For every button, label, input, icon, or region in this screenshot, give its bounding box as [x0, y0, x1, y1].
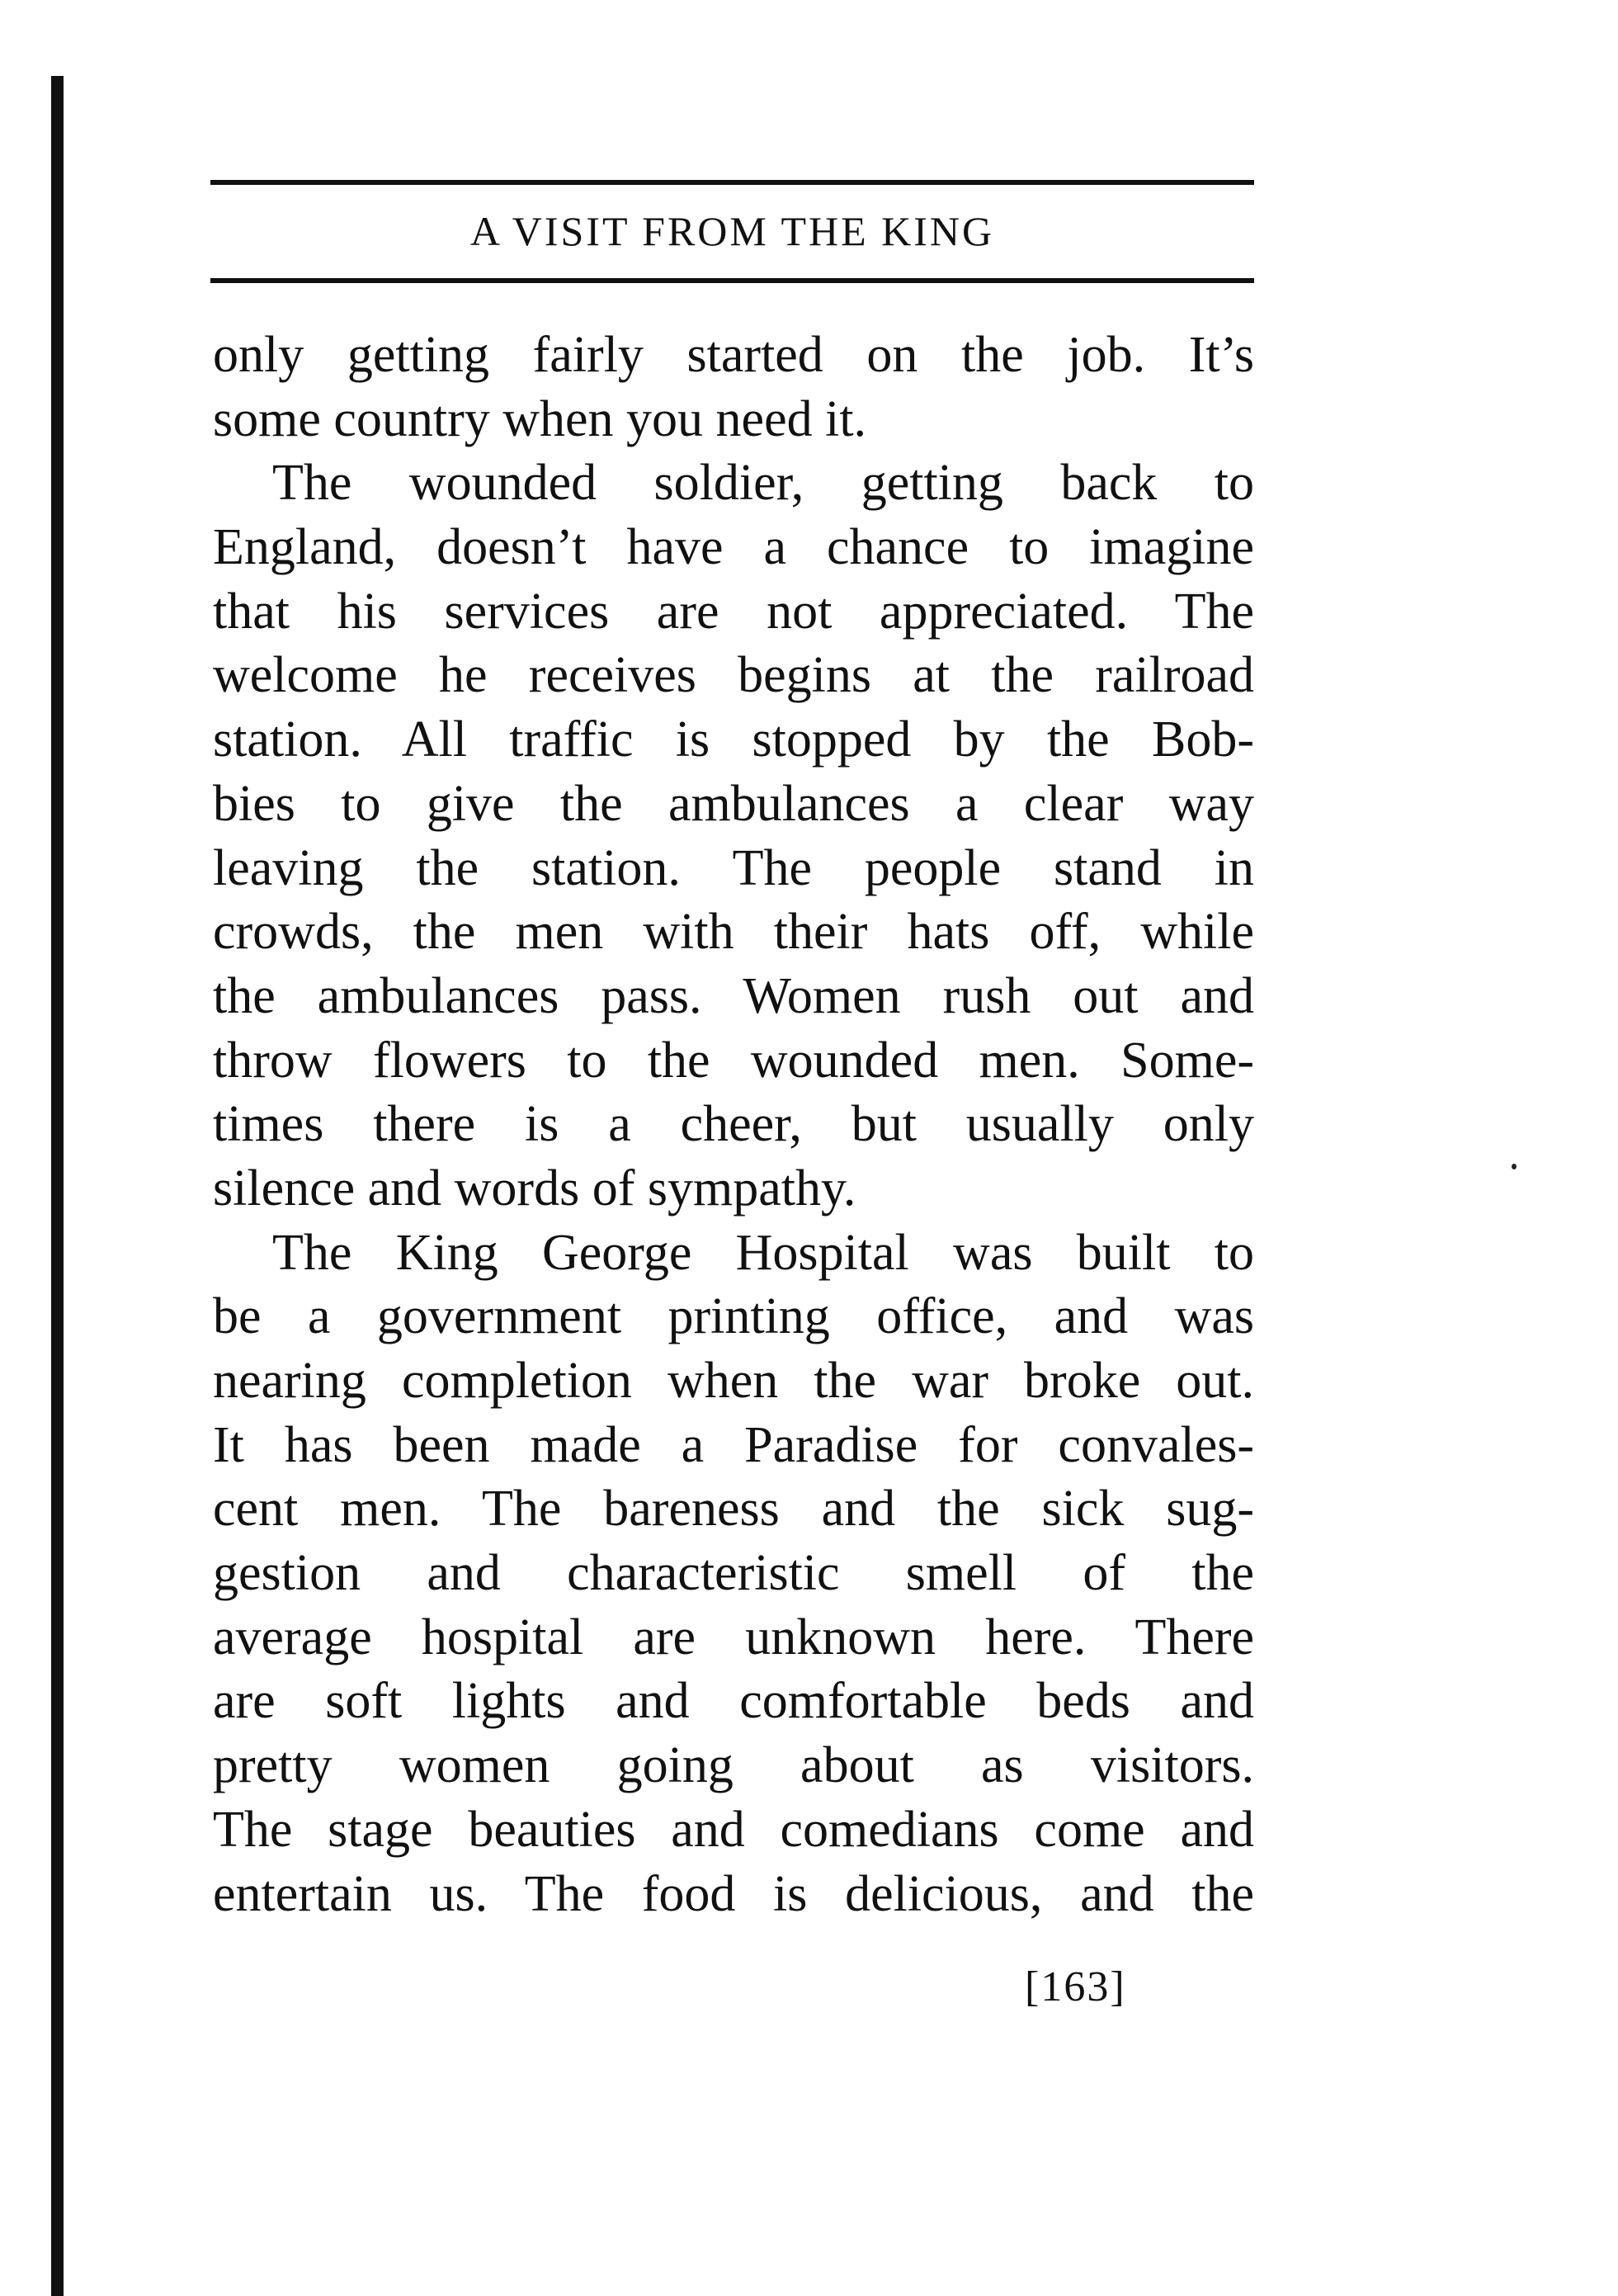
text-line: throw flowers to the wounded men. Some-	[213, 1032, 1254, 1089]
text-line: gestion and characteristic smell of the	[213, 1545, 1254, 1602]
text-line: England, doesn’t have a chance to imagine	[213, 519, 1254, 576]
binding-edge-shadow	[51, 76, 64, 2296]
text-line: It has been made a Paradise for convales-	[213, 1416, 1254, 1473]
text-line: silence and words of sympathy.	[213, 1160, 856, 1217]
text-line: welcome he receives begins at the railroad	[213, 647, 1254, 704]
text-line: crowds, the men with their hats off, while	[213, 904, 1254, 961]
text-line: The stage beauties and comedians come and	[213, 1801, 1254, 1858]
text-line: entertain us. The food is delicious, and the	[213, 1865, 1254, 1922]
text-line: that his services are not appreciated. The	[213, 583, 1254, 640]
header-rule-top	[210, 180, 1254, 185]
text-line: times there is a cheer, but usually only	[213, 1096, 1254, 1153]
page-number: [163]	[1025, 1963, 1126, 2010]
header-rule-bottom	[210, 278, 1254, 283]
text-line: The wounded soldier, getting back to	[272, 455, 1254, 512]
text-line: average hospital are unknown here. There	[213, 1609, 1254, 1665]
text-line: leaving the station. The people stand in	[213, 839, 1254, 896]
text-line: pretty women going about as visitors.	[213, 1737, 1254, 1794]
text-line: some country when you need it.	[213, 390, 867, 447]
scan-speck	[1512, 1164, 1517, 1169]
text-line: only getting fairly started on the job. It’s	[213, 327, 1254, 383]
running-head: A VISIT FROM THE KING	[469, 208, 995, 254]
text-line: station. All traffic is stopped by the Bob-	[213, 711, 1254, 768]
text-line: be a government printing office, and was	[213, 1288, 1254, 1345]
text-line: are soft lights and comfortable beds and	[213, 1673, 1254, 1730]
text-line: the ambulances pass. Women rush out and	[213, 967, 1254, 1024]
text-line: bies to give the ambulances a clear way	[213, 775, 1254, 832]
text-line: The King George Hospital was built to	[272, 1224, 1254, 1281]
text-line: cent men. The bareness and the sick sug-	[213, 1481, 1254, 1538]
body-text	[213, 324, 1254, 1926]
text-line: nearing completion when the war broke out.	[213, 1353, 1254, 1409]
